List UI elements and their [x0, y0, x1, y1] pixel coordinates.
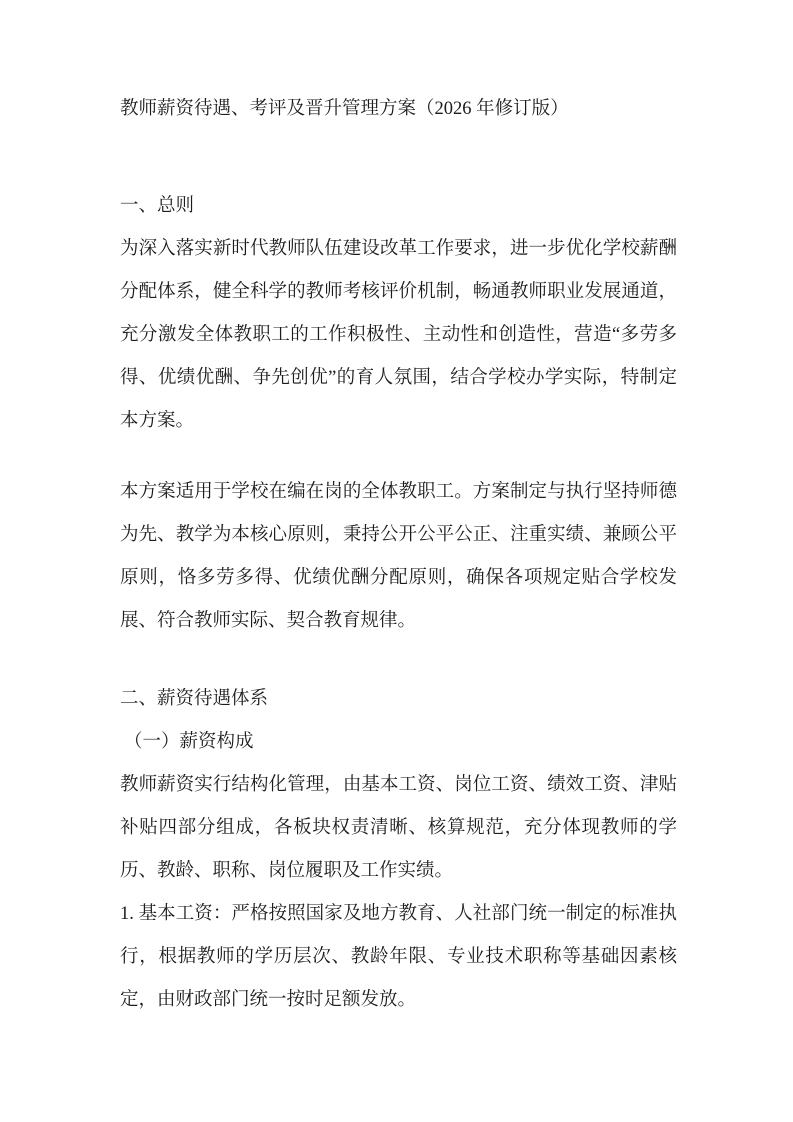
subsection-heading-salary-composition: （一）薪资构成 [124, 732, 254, 752]
section-heading-general-rules: 一、总则 [120, 196, 195, 216]
paragraph-purpose: 为深入落实新时代教师队伍建设改革工作要求，进一步优化学校薪酬分配体系，健全科学的教师考核评价机制，畅通教师职业发展通道，充分激发全体教职工的工作积极性、主动性和创造性，营造“多劳多得、优绩优酬、争先创优”的育人氛围，结合学校办学实际，特制定本方案。 [120, 239, 677, 431]
paragraph-item-basic-salary: 1. 基本工资：严格按照国家及地方教育、人社部门统一制定的标准执行，根据教师的学历层次、教龄年限、专业技术职称等基础因素核定，由财政部门统一按时足额发放。 [120, 904, 677, 1010]
document-title: 教师薪资待遇、考评及晋升管理方案（2026 年修订版） [120, 99, 569, 119]
paragraph-salary-structure: 教师薪资实行结构化管理，由基本工资、岗位工资、绩效工资、津贴补贴四部分组成，各板块权责清晰、核算规范，充分体现教师的学历、教龄、职称、岗位履职及工作实绩。 [120, 775, 677, 881]
paragraph-scope: 本方案适用于学校在编在岗的全体教职工。方案制定与执行坚持师德为先、教学为本核心原则，秉持公开公平公正、注重实绩、兼顾公平原则，恪多劳多得、优绩优酬分配原则，确保各项规定贴合学校发展、符合教师实际、契合教育规律。 [120, 482, 677, 631]
section-heading-salary-system: 二、薪资待遇体系 [120, 689, 269, 709]
